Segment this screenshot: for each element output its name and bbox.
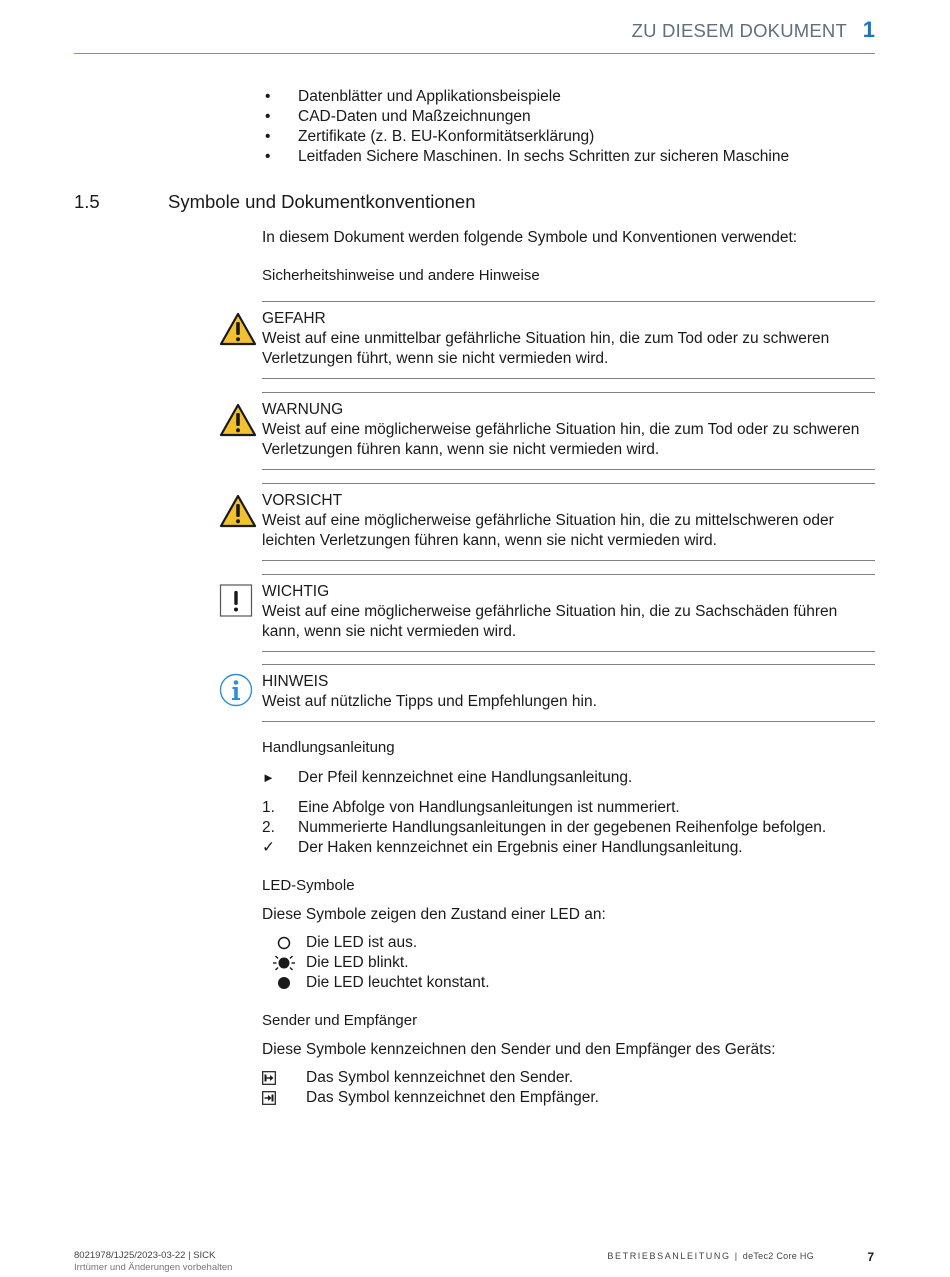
list-item: • CAD-Daten und Maßzeichnungen <box>265 108 531 125</box>
header-title: ZU DIESEM DOKUMENT <box>631 20 847 41</box>
footer-doc-info <box>74 1250 232 1274</box>
safety-heading: Sicherheitshinweise und andere Hinweise <box>262 267 540 284</box>
list-item: Das Symbol kennzeichnet den Empfänger. <box>262 1088 599 1108</box>
section-title: Symbole und Dokumentkonventionen <box>168 191 476 212</box>
footer-doc-id: 8021978/1J25/2023-03-22 | SICK <box>74 1250 216 1261</box>
notice-text: Weist auf eine möglicherweise gefährliche Situation hin, die zu Sachschäden führen kann, wenn sie nicht vermieden wird. <box>262 603 838 640</box>
list-item: • Leitfaden Sichere Maschinen. In sechs Schritten zur sicheren Maschine <box>265 148 790 165</box>
notice-note <box>262 664 875 722</box>
list-item: Das Symbol kennzeichnet den Sender. <box>262 1068 599 1088</box>
footer-disclaimer: Irrtümer und Änderungen vorbehalten <box>74 1262 233 1273</box>
section-number: 1.5 <box>74 191 100 212</box>
warning-triangle-icon <box>219 494 257 528</box>
footer-manual-type: BETRIEBSANLEITUNG <box>607 1251 731 1261</box>
list-item: ✓ Der Haken kennzeichnet ein Ergebnis einer Handlungsanleitung. <box>262 839 743 856</box>
led-heading: LED-Symbole <box>262 877 355 894</box>
notice-text: Weist auf eine möglicherweise gefährliche Situation hin, die zu mittelschweren oder leichten Verletzungen führen kann, wenn sie nicht vermieden wird. <box>262 512 834 549</box>
exclamation-box-icon <box>219 584 257 618</box>
receiver-icon <box>262 1091 276 1105</box>
notice-label: WARNUNG <box>262 401 344 418</box>
action-arrow-list <box>262 768 632 788</box>
notice-caution <box>262 483 875 561</box>
sender-receiver-list <box>262 1068 599 1108</box>
sender-icon <box>262 1071 276 1085</box>
notice-text: Weist auf nützliche Tipps und Empfehlungen hin. <box>262 693 597 710</box>
notice-label: WICHTIG <box>262 583 330 600</box>
notice-warning <box>262 392 875 470</box>
chapter-number: 1 <box>862 17 875 42</box>
instructions-heading: Handlungsanleitung <box>262 739 395 756</box>
list-item: ► Der Pfeil kennzeichnet eine Handlungsanleitung. <box>262 769 633 786</box>
led-on-icon <box>272 975 296 991</box>
notice-label: HINWEIS <box>262 673 329 690</box>
numbered-action-list <box>262 798 826 858</box>
notice-text: Weist auf eine unmittelbar gefährliche Situation hin, die zum Tod oder zu schweren Verletzungen führt, wenn sie nicht vermieden wird. <box>262 330 830 367</box>
warning-triangle-icon <box>219 312 257 346</box>
section-intro: In diesem Dokument werden folgende Symbole und Konventionen verwendet: <box>262 229 798 246</box>
footer-product: deTec2 Core HG <box>742 1251 814 1261</box>
list-item: 1. Eine Abfolge von Handlungsanleitungen ist nummeriert. <box>262 799 680 816</box>
notice-label: GEFAHR <box>262 310 326 327</box>
page-header <box>74 16 875 54</box>
list-item: • Datenblätter und Applikationsbeispiele <box>265 88 561 105</box>
led-intro: Diese Symbole zeigen den Zustand einer LED an: <box>262 906 606 923</box>
footer-manual: BETRIEBSANLEITUNG | deTec2 Core HG <box>607 1251 814 1261</box>
page-number: 7 <box>867 1250 874 1264</box>
sender-receiver-heading: Sender und Empfänger <box>262 1012 418 1029</box>
list-item: 2. Nummerierte Handlungsanleitungen in der gegebenen Reihenfolge befolgen. <box>262 819 827 836</box>
list-item: Die LED ist aus. <box>272 933 490 953</box>
info-circle-icon <box>219 673 257 707</box>
sender-receiver-intro: Diese Symbole kennzeichnen den Sender und den Empfänger des Geräts: <box>262 1041 776 1058</box>
led-blink-icon <box>272 955 296 971</box>
led-off-icon <box>272 935 296 951</box>
top-bullet-list <box>262 87 789 167</box>
warning-triangle-icon <box>219 403 257 437</box>
list-item: Die LED leuchtet konstant. <box>272 973 490 993</box>
led-symbol-list <box>272 933 490 993</box>
arrow-icon: ► <box>262 770 275 785</box>
checkmark-icon: ✓ <box>262 839 275 856</box>
notice-important <box>262 574 875 652</box>
notice-label: VORSICHT <box>262 492 343 509</box>
notice-text: Weist auf eine möglicherweise gefährliche Situation hin, die zum Tod oder zu schweren Verletzungen führen kann, wenn sie nicht vermieden wird. <box>262 421 860 458</box>
notice-danger <box>262 301 875 379</box>
list-item: • Zertifikate (z. B. EU-Konformitätserklärung) <box>265 128 595 145</box>
list-item: Die LED blinkt. <box>272 953 490 973</box>
